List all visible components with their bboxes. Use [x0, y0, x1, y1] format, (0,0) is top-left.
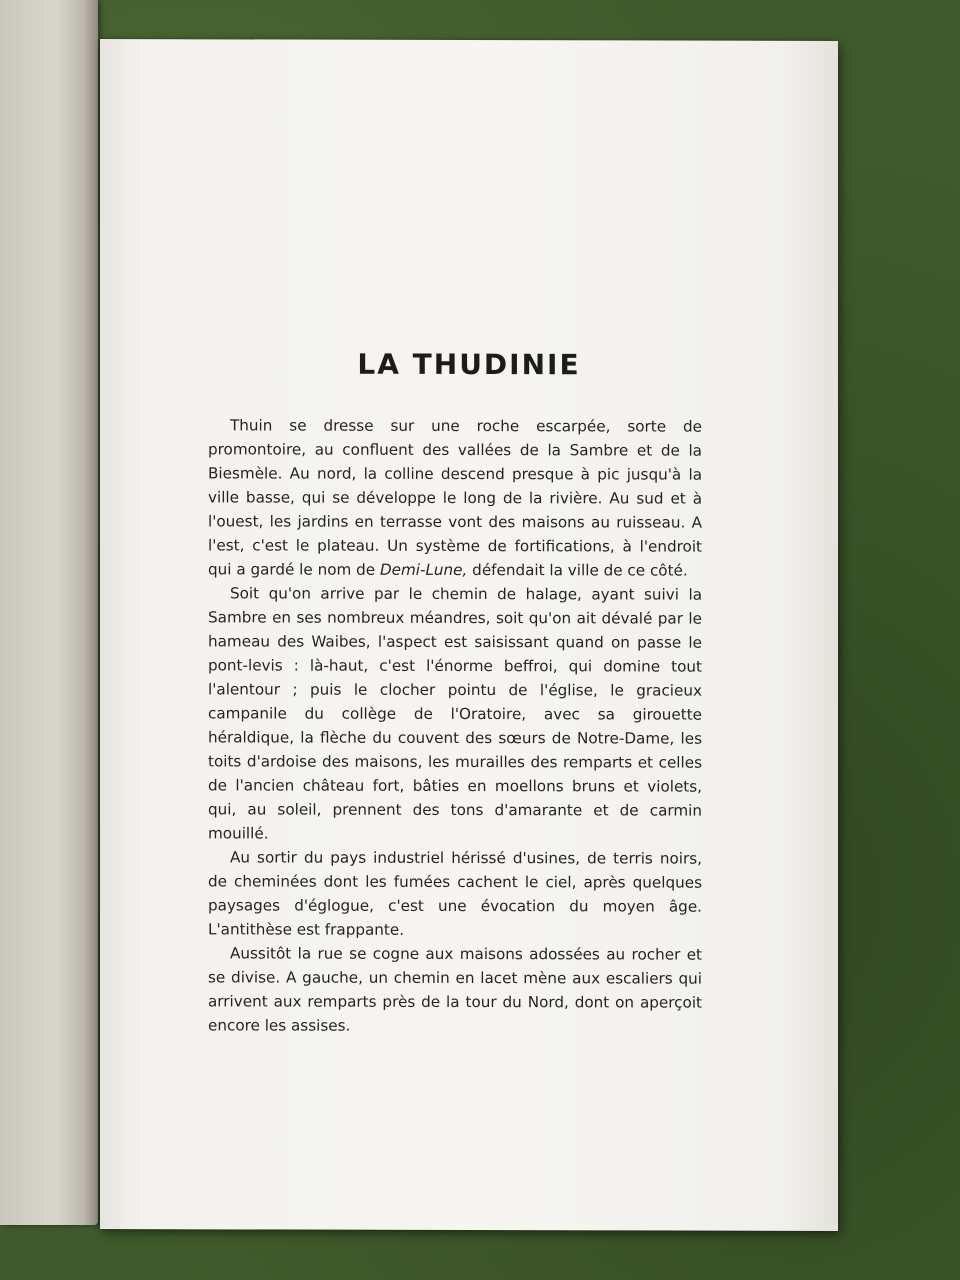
body-text: [208, 413, 702, 1038]
paragraph-1-end: défendait la ville de ce côté.: [467, 560, 688, 580]
facing-page-edge: [0, 0, 98, 1225]
paragraph-1-italic: Demi-Lune,: [379, 560, 468, 579]
paragraph-2: Soit qu'on arrive par le chemin de halage, ayant suivi la Sambre en ses nombreux méandres, soit qu'on ait dévalé par le hameau des Waibes, l'aspect est saisissant quand on passe le pont-levis : là-haut, c'est l'énorme beffroi, qui domine tout l'alentour ; puis le clocher pointu de l'église, le gracieux campanile du collège de l'Oratoire, avec sa girouette héraldique, la flèche du couvent des sœurs de Notre-Dame, les toits d'ardoise des maisons, les murailles des remparts et celles de l'ancien château fort, bâties en moellons bruns et violets, qui, au soleil, prennent des tons d'amarante et de carmin mouillé.: [208, 584, 702, 843]
paragraph-4: Aussitôt la rue se cogne aux maisons adossées au rocher et se divise. A gauche, un chemin en lacet mène aux escaliers qui arrivent aux remparts près de la tour du Nord, dont on aperçoit encore les assises.: [208, 944, 702, 1035]
paragraph-1-text: Thuin se dresse sur une roche escarpée, sorte de promontoire, au confluent des vallées de la Sambre et de la Biesmèle. Au nord, la colline descend presque à pic jusqu'à la ville basse, qui se développe le long de la rivière. Au sud et à l'ouest, les jardins en terrasse vont des maisons au ruisseau. A l'est, c'est le plateau. Un système de fortifications, à l'endroit qui a gardé le nom de: [208, 416, 702, 579]
paragraph-3: Au sortir du pays industriel hérissé d'usines, de terris noirs, de cheminées dont les fumées cachent le ciel, après quelques paysages d'églogue, c'est une évocation du moyen âge. L'antithèse est frappante.: [208, 848, 702, 939]
book-page: [100, 39, 838, 1231]
paragraph-1: [208, 413, 702, 582]
page-title: LA THUDINIE: [357, 347, 581, 382]
